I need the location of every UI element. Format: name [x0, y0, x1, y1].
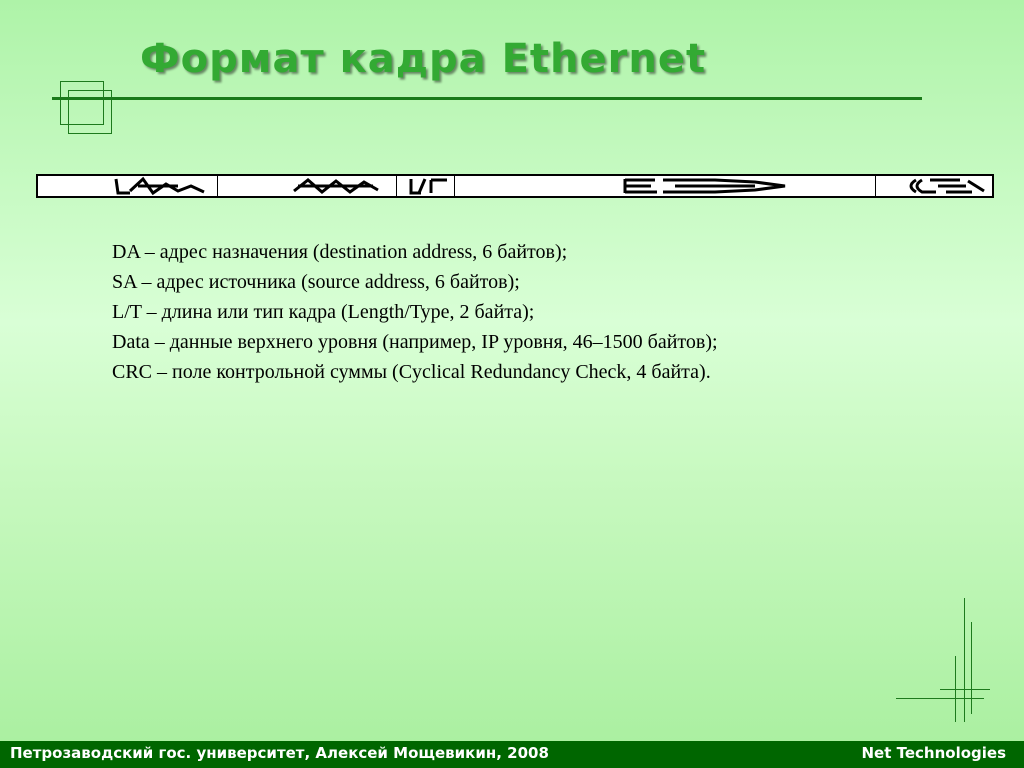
description-lt: L/T – длина или тип кадра (Length/Type, 2 байта);	[112, 301, 535, 323]
title-underline	[52, 97, 922, 100]
garbled-field-graphic	[876, 176, 992, 196]
frame-field-da	[38, 176, 218, 196]
footer-bar	[0, 741, 1024, 768]
footer-author: Петрозаводский гос. университет, Алексей Мощевикин, 2008	[10, 744, 549, 762]
decorative-vertical-line	[971, 622, 972, 714]
garbled-field-graphic	[38, 176, 217, 196]
garbled-field-graphic	[218, 176, 396, 196]
decorative-vertical-line	[964, 598, 965, 722]
frame-field-crc	[876, 176, 992, 196]
description-da: DA – адрес назначения (destination address, 6 байтов);	[112, 241, 568, 263]
frame-field-data	[455, 176, 876, 196]
description-data: Data – данные верхнего уровня (например, IP уровня, 46–1500 байтов);	[112, 331, 718, 353]
decorative-square-front	[68, 90, 112, 134]
field-descriptions	[112, 237, 718, 387]
garbled-field-graphic	[455, 176, 875, 196]
ethernet-frame-diagram	[36, 174, 994, 198]
frame-field-lt	[397, 176, 455, 196]
slide-title: Формат кадра Ethernet	[140, 36, 707, 82]
decorative-horizontal-line	[940, 689, 990, 690]
description-sa: SA – адрес источника (source address, 6 байтов);	[112, 271, 520, 293]
frame-field-sa	[218, 176, 397, 196]
decorative-horizontal-line	[896, 698, 984, 699]
footer-course: Net Technologies	[861, 744, 1006, 762]
description-crc: CRC – поле контрольной суммы (Cyclical Redundancy Check, 4 байта).	[112, 361, 711, 383]
garbled-field-graphic	[397, 176, 454, 196]
